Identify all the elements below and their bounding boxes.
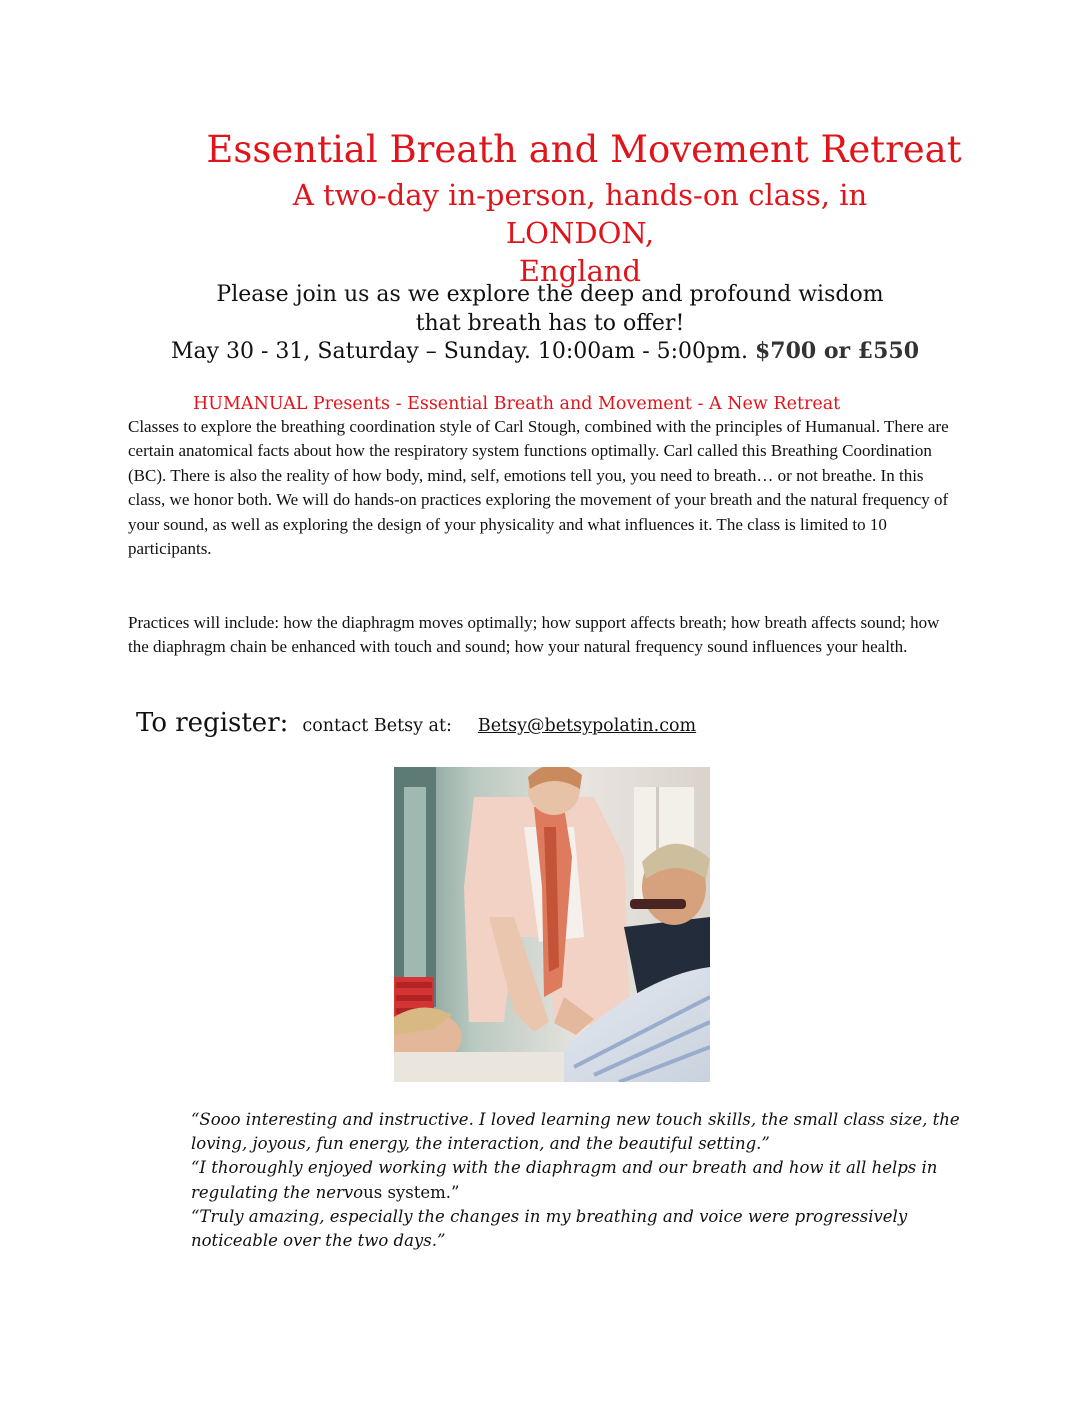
subtitle-line-1: A two-day in-person, hands-on class, in LONDON, <box>292 178 868 250</box>
invitation-text <box>160 280 940 338</box>
testimonial-2-upright: us system.” <box>363 1182 460 1202</box>
testimonial-3: “Truly amazing, especially the changes in my breathing and voice were progressively noticeable over the two days.” <box>191 1206 908 1251</box>
presents-heading: HUMANUAL Presents - Essential Breath and Movement - A New Retreat <box>193 394 841 414</box>
subtitle-line-2: England <box>518 254 642 288</box>
testimonial-2 <box>191 1156 981 1204</box>
invite-line-1: Please join us as we explore the deep and profound wisdom <box>216 282 884 307</box>
testimonial-2-italic: “I thoroughly enjoyed working with the diaphragm and our breath and how it all helps in regulating the nervo <box>191 1158 938 1202</box>
dates-text: May 30 - 31, Saturday – Sunday. 10:00am - 5:00pm. <box>170 339 748 364</box>
class-photo <box>394 767 710 1082</box>
practices-paragraph: Practices will include: how the diaphragm moves optimally; how support affects breath; how breath affects sound; how the diaphragm chain be enhanced with touch and sound; how your natural frequency sound influences your health. <box>128 613 940 657</box>
invite-line-2: that breath has to offer! <box>415 311 685 336</box>
testimonial-1: “Sooo interesting and instructive. I loved learning new touch skills, the small class size, the loving, joyous, fun energy, the interaction, and the beautiful setting.” <box>191 1110 960 1154</box>
page-subtitle <box>220 176 940 290</box>
event-price: $700 or £550 <box>754 338 920 364</box>
register-email-link[interactable]: Betsy@betsypolatin.com <box>477 716 697 736</box>
testimonials <box>191 1108 981 1253</box>
register-contact: contact Betsy at: <box>302 716 452 736</box>
event-dates <box>120 337 970 366</box>
register-label: To register: <box>136 708 289 738</box>
page-title: Essential Breath and Movement Retreat <box>206 128 962 171</box>
register-section <box>136 708 696 738</box>
description-paragraph: Classes to explore the breathing coordination style of Carl Stough, combined with the principles of Humanual. There are certain anatomical facts about how the respiratory system functions optimally. Carl called this Breathing Coordination (BC). There is also the reality of how body, mind, self, emotions tell you, you need to breath… or not breathe. In this class, we honor both. We will do hands-on practices exploring the movement of your breath and the natural frequency of your sound, as well as exploring the design of your physicality and what influences it. The class is limited to 10 participants. <box>128 417 949 559</box>
